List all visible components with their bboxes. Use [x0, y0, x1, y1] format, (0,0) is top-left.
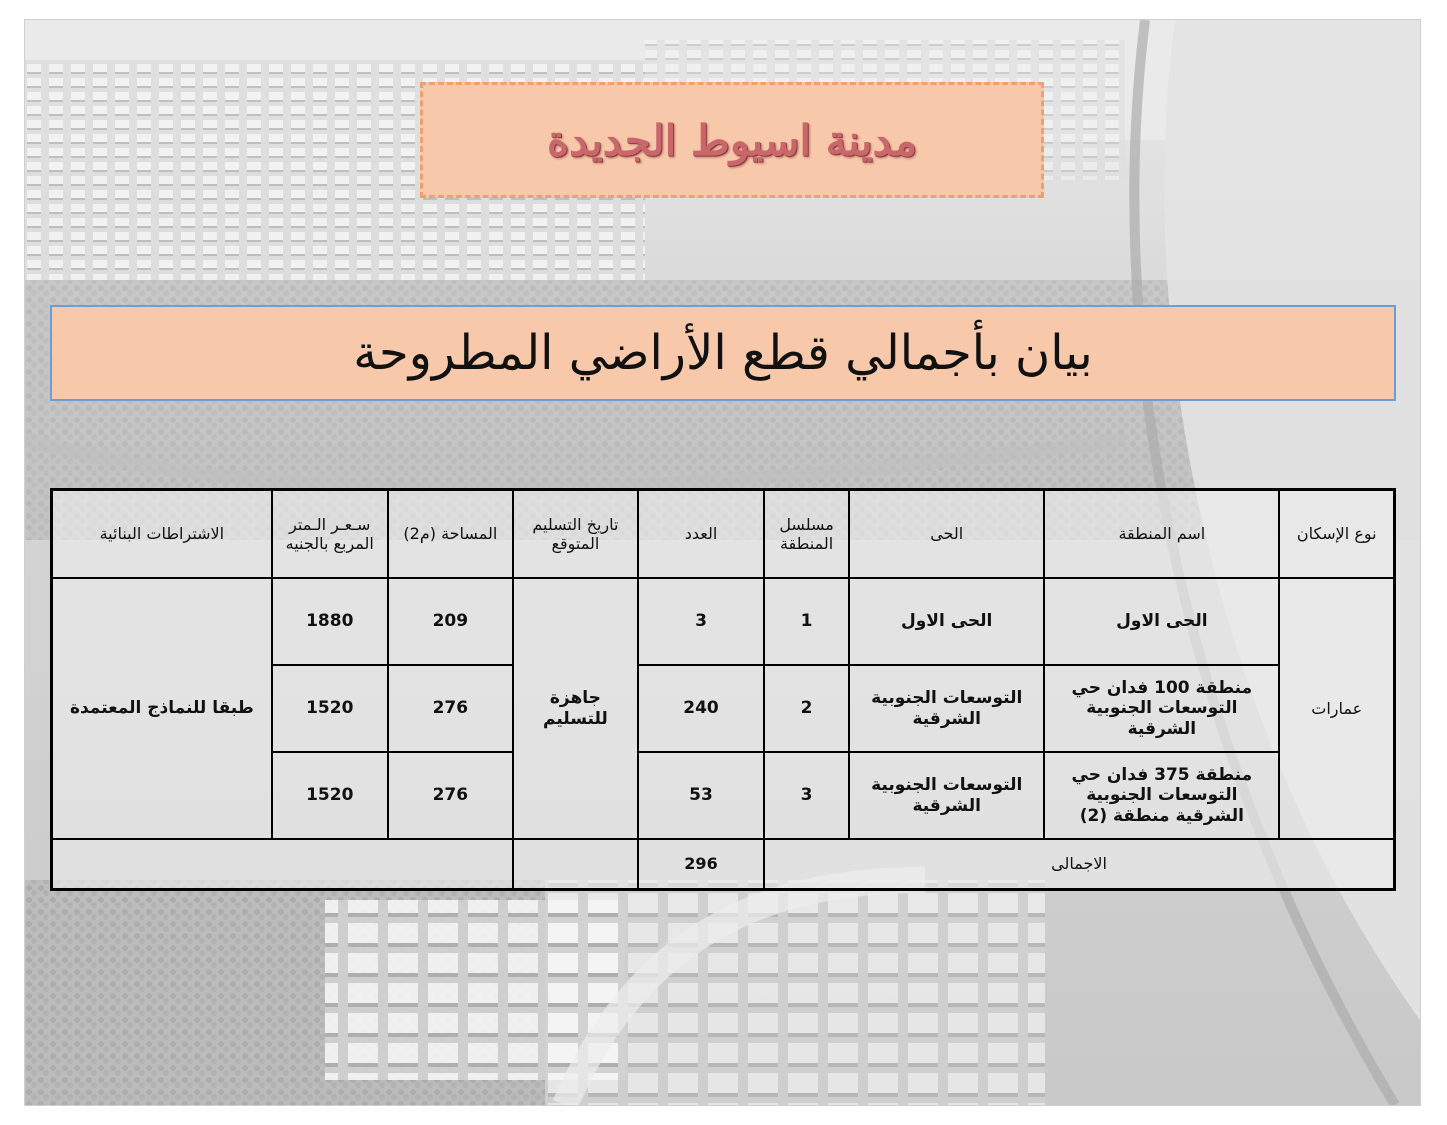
cell-area-m2: 209 — [388, 578, 513, 665]
header-price-per-m2: سـعـر الـمتر المربع بالجنيه — [272, 490, 388, 579]
table-header-row — [52, 490, 1395, 579]
cell-delivery-date: جاهزة للتسليم — [513, 578, 638, 839]
cell-count: 3 — [638, 578, 764, 665]
header-delivery-date: تاريخ التسليم المتوقع — [513, 490, 638, 579]
cell-district: التوسعات الجنوبية الشرقية — [849, 665, 1044, 752]
header-area-name: اسم المنطقة — [1044, 490, 1279, 579]
cell-area-m2: 276 — [388, 752, 513, 839]
city-title: مدينة اسيوط الجديدة — [546, 115, 918, 165]
header-zone-serial: مسلسل المنطقة — [764, 490, 849, 579]
total-count: 296 — [638, 839, 764, 890]
cell-building-requirements: طبقا للنماذج المعتمدة — [52, 578, 272, 839]
header-count: العدد — [638, 490, 764, 579]
cell-count: 240 — [638, 665, 764, 752]
cell-area-name: منطقة 100 فدان حي التوسعات الجنوبية الشرقية — [1044, 665, 1279, 752]
header-area-m2: المساحة (م2) — [388, 490, 513, 579]
main-title-banner — [50, 305, 1396, 401]
cell-price-per-m2: 1520 — [272, 752, 388, 839]
cell-zone-serial: 3 — [764, 752, 849, 839]
cell-price-per-m2: 1520 — [272, 665, 388, 752]
total-empty-rest — [52, 839, 513, 890]
cell-price-per-m2: 1880 — [272, 578, 388, 665]
header-district: الحى — [849, 490, 1044, 579]
land-plots-table — [50, 488, 1396, 891]
cell-zone-serial: 1 — [764, 578, 849, 665]
cell-area-name: منطقة 375 فدان حي التوسعات الجنوبية الشرقية منطقة (2) — [1044, 752, 1279, 839]
cell-district: الحى الاول — [849, 578, 1044, 665]
total-label: الاجمالى — [764, 839, 1394, 890]
total-empty-delivery — [513, 839, 638, 890]
cell-district: التوسعات الجنوبية الشرقية — [849, 752, 1044, 839]
city-title-banner — [420, 82, 1044, 198]
cell-count: 53 — [638, 752, 764, 839]
main-title: بيان بأجمالي قطع الأراضي المطروحة — [353, 325, 1093, 381]
cell-area-m2: 276 — [388, 665, 513, 752]
header-housing-type: نوع الإسكان — [1279, 490, 1394, 579]
table-row — [52, 578, 1395, 665]
cell-housing-type: عمارات — [1279, 578, 1394, 839]
header-building-requirements: الاشتراطات البنائية — [52, 490, 272, 579]
cell-zone-serial: 2 — [764, 665, 849, 752]
table-total-row — [52, 839, 1395, 890]
cell-area-name: الحى الاول — [1044, 578, 1279, 665]
